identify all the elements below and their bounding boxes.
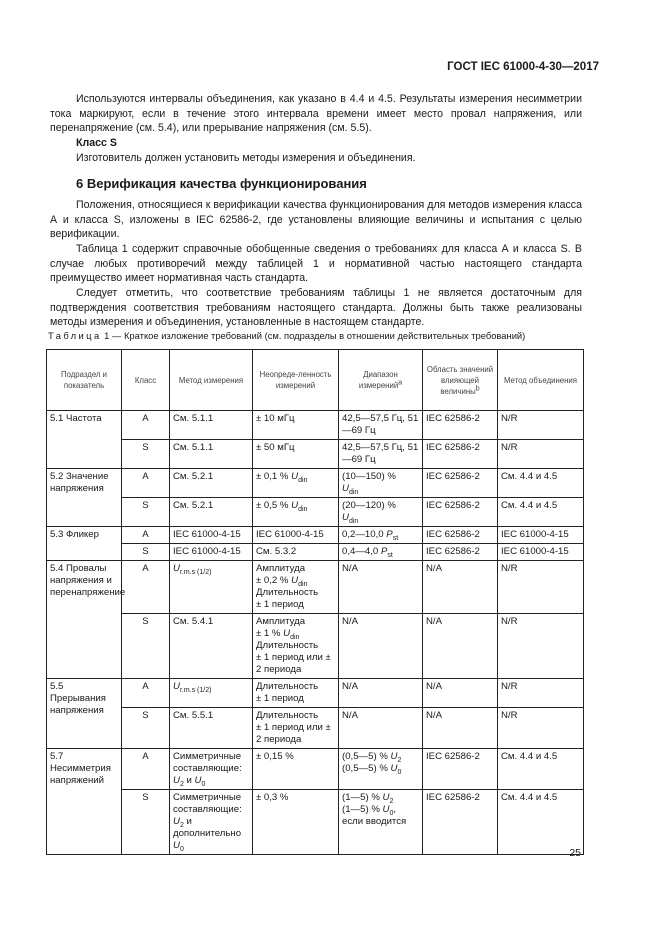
cell-aggregation: N/R (498, 561, 584, 614)
table-row (47, 790, 584, 855)
cell-range: (0,5—5) % $U_2$ (0,5—5) % $U_0$ (339, 749, 423, 790)
standard-header: ГОСТ IEC 61000-4-30—2017 (447, 61, 599, 73)
requirements-table (46, 349, 584, 855)
cell-influence: N/A (423, 708, 498, 749)
cell-influence: IEC 62586-2 (423, 411, 498, 440)
intro-paragraph: Используются интервалы объединения, как указано в 4.4 и 4.5. Результаты измерения несимметрии тока маркируют, если в течение этого интервала времени имеет место провал напряжения, или перенапряжение (см. 5.4), или прерывание напряжения (см. 5.5). (50, 93, 582, 135)
cell-method: IEC 61000-4-15 (170, 527, 253, 544)
cell-method: См. 5.1.1 (170, 411, 253, 440)
cell-class: S (122, 498, 170, 527)
cell-method: См. 5.2.1 (170, 498, 253, 527)
cell-aggregation: См. 4.4 и 4.5 (498, 469, 584, 498)
cell-method: См. 5.1.1 (170, 440, 253, 469)
cell-range: N/A (339, 561, 423, 614)
row-label: 5.1 Частота (47, 411, 122, 469)
table-row (47, 749, 584, 790)
cell-class: S (122, 544, 170, 561)
cell-method: Симметричные составляющие: $U_2$ и дополнительно $U_0$ (170, 790, 253, 855)
cell-method: См. 5.4.1 (170, 614, 253, 679)
cell-range: 0,4—4,0 $P_{st}$ (339, 544, 423, 561)
cell-uncertainty: ± 0,3 % (253, 790, 339, 855)
table-row (47, 440, 584, 469)
cell-uncertainty: ± 10 мГц (253, 411, 339, 440)
cell-class: A (122, 679, 170, 708)
table-row (47, 679, 584, 708)
cell-aggregation: IEC 61000-4-15 (498, 544, 584, 561)
cell-range: (10—150) % $U_{din}$ (339, 469, 423, 498)
cell-influence: IEC 62586-2 (423, 544, 498, 561)
cell-range: N/A (339, 679, 423, 708)
cell-class: S (122, 614, 170, 679)
row-label: 5.5 Прерывания напряжения (47, 679, 122, 749)
cell-influence: IEC 62586-2 (423, 440, 498, 469)
cell-influence: N/A (423, 561, 498, 614)
cell-uncertainty: ± 0,5 % $U_{din}$ (253, 498, 339, 527)
cell-class: A (122, 527, 170, 544)
table-header-row (47, 350, 584, 411)
cell-aggregation: См. 4.4 и 4.5 (498, 790, 584, 855)
cell-range: N/A (339, 614, 423, 679)
cell-method: См. 5.2.1 (170, 469, 253, 498)
cell-method: $U_{r.m.s (1/2)}$ (170, 679, 253, 708)
class-s-title: Класс S (76, 137, 117, 149)
header-uncertainty: Неопреде-ленность измерений (253, 350, 339, 411)
table-row (47, 498, 584, 527)
section-6-paragraph-2: Таблица 1 содержит справочные обобщенные сведения о требованиях для класса А и класса S. В случае любых противоречий между таблицей 1 и нормативной частью настоящего стандарта преимущество имеет нормативная часть стандарта. (50, 243, 582, 285)
cell-aggregation: N/R (498, 440, 584, 469)
header-subsection: Подраздел и показатель (47, 350, 122, 411)
cell-influence: IEC 62586-2 (423, 469, 498, 498)
cell-method: См. 5.5.1 (170, 708, 253, 749)
cell-influence: N/A (423, 614, 498, 679)
cell-range: 42,5—57,5 Гц, 51—69 Гц (339, 440, 423, 469)
row-label: 5.4 Провалы напряжения и перенапряжение (47, 561, 122, 679)
cell-influence: IEC 62586-2 (423, 749, 498, 790)
cell-influence: N/A (423, 679, 498, 708)
cell-uncertainty: См. 5.3.2 (253, 544, 339, 561)
cell-range: (20—120) % $U_{din}$ (339, 498, 423, 527)
row-label: 5.3 Фликер (47, 527, 122, 561)
table-row (47, 708, 584, 749)
cell-aggregation: См. 4.4 и 4.5 (498, 498, 584, 527)
cell-class: A (122, 469, 170, 498)
cell-range: 0,2—10,0 $P_{st}$ (339, 527, 423, 544)
cell-class: A (122, 411, 170, 440)
section-6-paragraph-3: Следует отметить, что соответствие требованиям таблицы 1 не является достаточным для подтверждения соответствия требованиям настоящего стандарта. Должны быть также реализованы методы измерения и объединения, установленные в настоящем стандарте. (50, 287, 582, 329)
cell-range: (1—5) % $U_2$ (1—5) % $U_0$, если вводится (339, 790, 423, 855)
cell-method: IEC 61000-4-15 (170, 544, 253, 561)
cell-aggregation: N/R (498, 708, 584, 749)
table-row (47, 411, 584, 440)
cell-uncertainty: ± 50 мГц (253, 440, 339, 469)
row-label: 5.2 Значение напряжения (47, 469, 122, 527)
cell-class: A (122, 749, 170, 790)
row-label: 5.7 Несимметрия напряжений (47, 749, 122, 855)
cell-uncertainty: ± 0,15 % (253, 749, 339, 790)
table-row (47, 527, 584, 544)
cell-uncertainty: Длительность ± 1 период или ± 2 периода (253, 708, 339, 749)
section-6-paragraph-1: Положения, относящиеся к верификации качества функционирования для методов измерения класса А и класса S, изложены в IEC 62586-2, где установлены влияющие величины и испытания с целью верификации. (50, 199, 582, 241)
class-s-text: Изготовитель должен установить методы измерения и объединения. (76, 152, 416, 164)
cell-influence: IEC 62586-2 (423, 790, 498, 855)
table-row (47, 544, 584, 561)
cell-class: S (122, 790, 170, 855)
cell-method: Симметричные составляющие: $U_2$ и $U_0$ (170, 749, 253, 790)
cell-aggregation: N/R (498, 614, 584, 679)
header-method: Метод измерения (170, 350, 253, 411)
page-number: 25 (569, 847, 581, 859)
cell-class: S (122, 708, 170, 749)
section-6-title: 6 Верификация качества функционирования (76, 176, 367, 191)
cell-class: A (122, 561, 170, 614)
cell-range: N/A (339, 708, 423, 749)
cell-uncertainty: Длительность ± 1 период (253, 679, 339, 708)
header-influence: Область значений влияющей величины$^b$ (423, 350, 498, 411)
cell-uncertainty: ± 0,1 % $U_{din}$ (253, 469, 339, 498)
cell-uncertainty: Амплитуда ± 0,2 % $U_{din}$ Длительность ± 1 период (253, 561, 339, 614)
cell-aggregation: N/R (498, 679, 584, 708)
cell-uncertainty: Амплитуда ± 1 % $U_{din}$ Длительность ± 1 период или ± 2 периода (253, 614, 339, 679)
cell-influence: IEC 62586-2 (423, 527, 498, 544)
cell-aggregation: См. 4.4 и 4.5 (498, 749, 584, 790)
header-range: Диапазон измерений$^a$ (339, 350, 423, 411)
cell-range: 42,5—57,5 Гц, 51—69 Гц (339, 411, 423, 440)
cell-uncertainty: IEC 61000-4-15 (253, 527, 339, 544)
table-caption: Таблица 1 — Краткое изложение требований (см. подразделы в отношении действительных требований) (48, 330, 526, 341)
table-row (47, 469, 584, 498)
cell-aggregation: N/R (498, 411, 584, 440)
cell-class: S (122, 440, 170, 469)
cell-method: $U_{r.m.s (1/2)}$ (170, 561, 253, 614)
header-aggregation: Метод объединения (498, 350, 584, 411)
table-row (47, 614, 584, 679)
cell-aggregation: IEC 61000-4-15 (498, 527, 584, 544)
header-class: Класс (122, 350, 170, 411)
table-row (47, 561, 584, 614)
cell-influence: IEC 62586-2 (423, 498, 498, 527)
